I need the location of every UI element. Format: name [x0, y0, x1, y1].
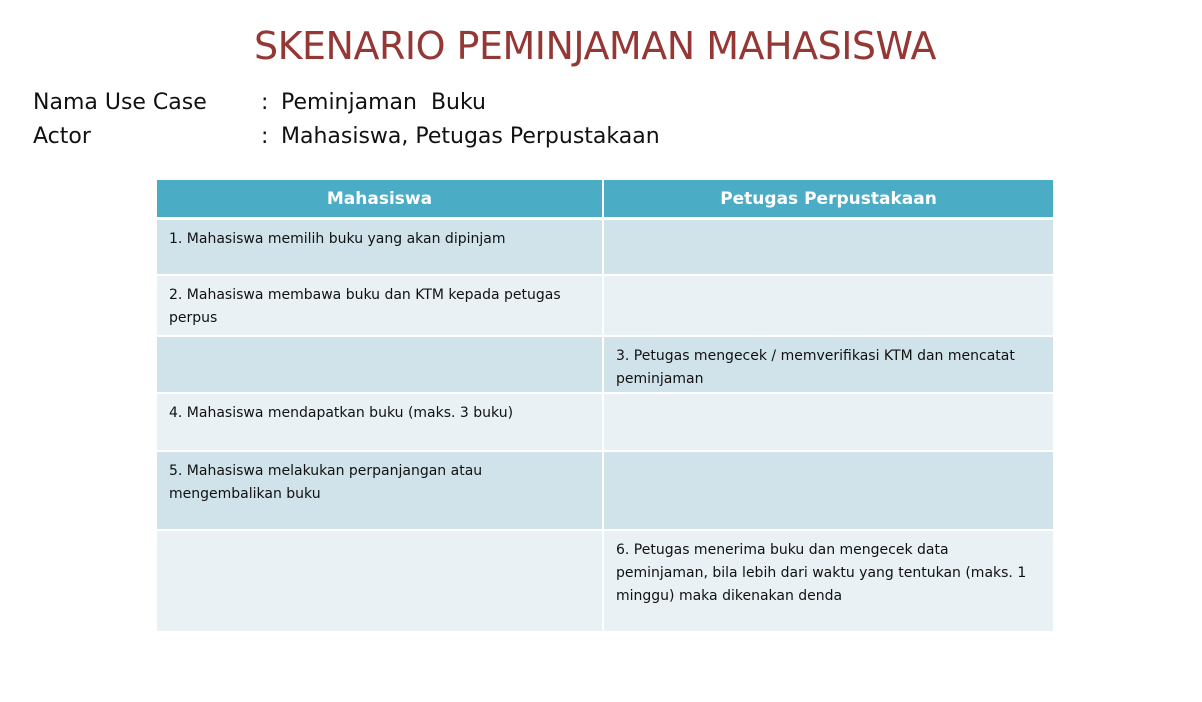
petugas-cell: 6. Petugas menerima buku dan mengecek data peminjaman, bila lebih dari waktu yang tentukan (maks. 1 minggu) maka dikenakan denda: [604, 531, 1053, 633]
header-mahasiswa: Mahasiswa: [157, 180, 604, 220]
mahasiswa-cell: [157, 337, 604, 394]
slide-title: SKENARIO PEMINJAMAN MAHASISWA: [253, 24, 937, 68]
use-case-value: Peminjaman Buku: [281, 90, 486, 115]
mahasiswa-cell: 4. Mahasiswa mendapatkan buku (maks. 3 buku): [157, 394, 604, 452]
table-header-row: [157, 180, 1053, 220]
table-row: [157, 276, 1053, 337]
mahasiswa-cell: 1. Mahasiswa memilih buku yang akan dipinjam: [157, 220, 604, 276]
actor-colon: :: [261, 124, 269, 149]
mahasiswa-cell: [157, 531, 604, 633]
petugas-cell: [604, 452, 1053, 531]
petugas-cell: 3. Petugas mengecek / memverifikasi KTM dan mencatat peminjaman: [604, 337, 1053, 394]
use-case-label: Nama Use Case: [33, 90, 207, 115]
table-row: [157, 220, 1053, 276]
table-row: [157, 394, 1053, 452]
petugas-cell: [604, 394, 1053, 452]
actor-label: Actor: [33, 124, 91, 149]
table-row: [157, 337, 1053, 394]
mahasiswa-cell: 5. Mahasiswa melakukan perpanjangan atau mengembalikan buku: [157, 452, 604, 531]
petugas-cell: [604, 220, 1053, 276]
table-row: [157, 452, 1053, 531]
actor-value: Mahasiswa, Petugas Perpustakaan: [281, 124, 660, 149]
scenario-table: [157, 180, 1053, 633]
header-petugas-perpustakaan: Petugas Perpustakaan: [604, 180, 1053, 220]
mahasiswa-cell: 2. Mahasiswa membawa buku dan KTM kepada petugas perpus: [157, 276, 604, 337]
use-case-colon: :: [261, 90, 269, 115]
table-row: [157, 531, 1053, 633]
petugas-cell: [604, 276, 1053, 337]
